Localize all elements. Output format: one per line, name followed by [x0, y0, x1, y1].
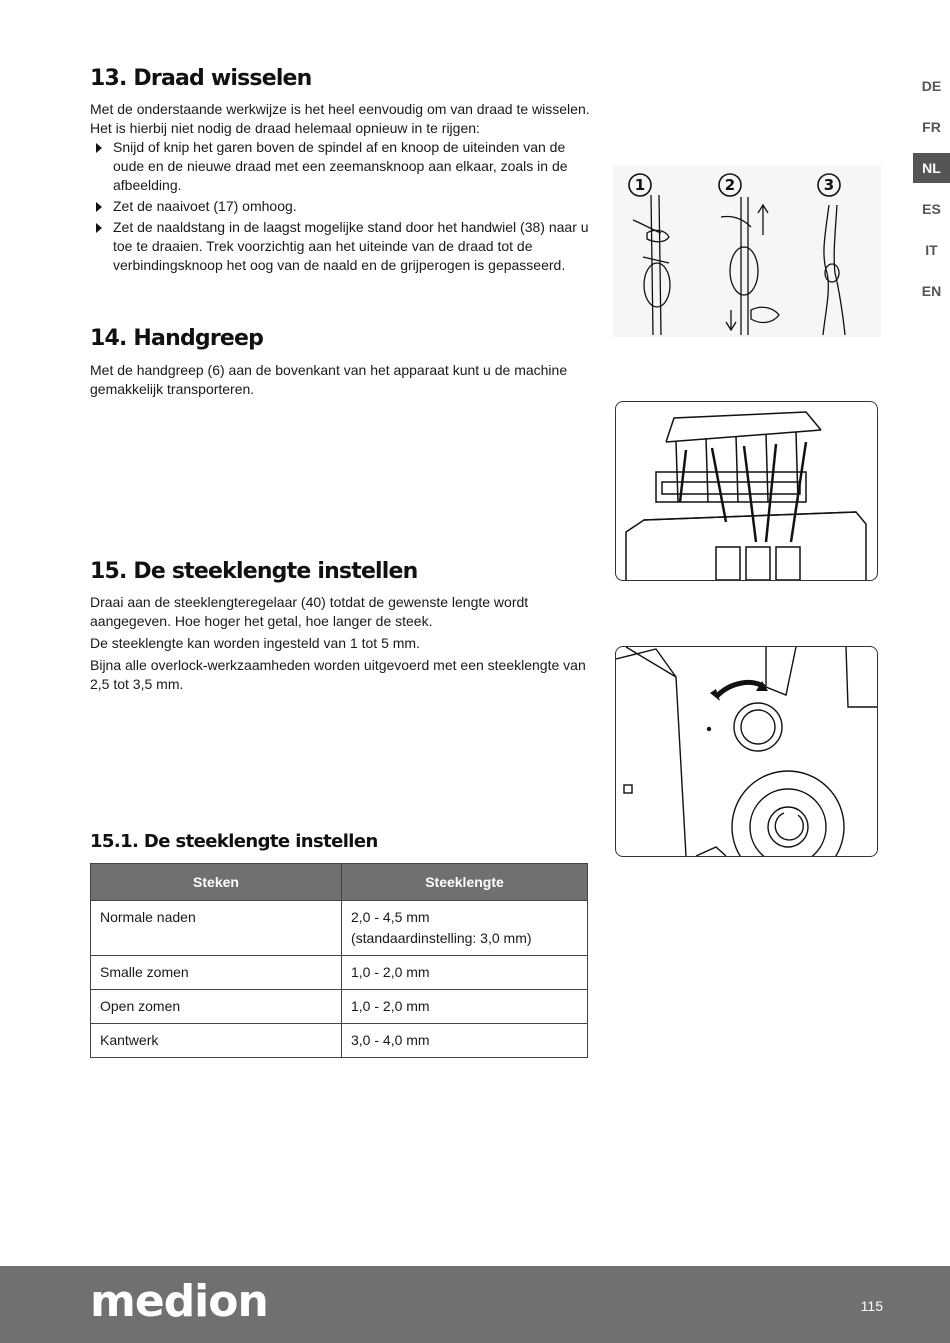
step-2-label: 2	[724, 176, 736, 194]
bullet-arrow-icon	[96, 143, 102, 153]
language-nav	[913, 71, 950, 317]
page-content	[90, 66, 590, 1058]
bullet-arrow-icon	[96, 202, 102, 212]
list-item: Zet de naaivoet (17) omhoog.	[90, 197, 590, 216]
section-15-paragraph: Draai aan de steeklengteregelaar (40) totdat de gewenste lengte wordt aangegeven. Hoe hoger het getal, hoe langer de steek.	[90, 594, 529, 630]
step-1-label: 1	[634, 176, 646, 194]
table-cell-steken: Kantwerk	[91, 1023, 342, 1057]
stitch-length-table	[90, 863, 588, 1058]
table-cell-lengte: 3,0 - 4,0 mm	[342, 1023, 588, 1057]
table-row	[91, 900, 588, 955]
lang-item-es[interactable]: ES	[922, 201, 941, 217]
section-14-text: Met de handgreep (6) aan de bovenkant van het apparaat kunt u de machine gemakkelijk transporteren.	[90, 361, 568, 397]
section-14-title: 14. Handgreep	[90, 326, 264, 352]
stitch-length-knob-illustration	[615, 646, 878, 857]
list-item: Zet de naaldstang in de laagst mogelijke stand door het handwiel (38) naar u toe te draaien. Trek voorzichtig aan het uiteinde van de draad tot de verbindingsknoop het oog van de naald en de grijperogen is gepasseerd.	[90, 218, 590, 275]
table-cell-lengte: 2,0 - 4,5 mm (standaardinstelling: 3,0 mm)	[342, 900, 588, 955]
table-header-steken: Steken	[91, 863, 342, 900]
table-cell-lengte: 1,0 - 2,0 mm	[342, 955, 588, 989]
knot-steps-illustration	[613, 165, 881, 337]
section-13-intro: Met de onderstaande werkwijze is het heel eenvoudig om van draad te wisselen. Het is hierbij niet nodig de draad helemaal opnieuw in te rijgen:	[90, 101, 590, 137]
section-15-paragraph: Bijna alle overlock-werkzaamheden worden uitgevoerd met een steeklengte van 2,5 tot 3,5 mm.	[90, 657, 586, 693]
table-cell-steken: Open zomen	[91, 989, 342, 1023]
step-3-label: 3	[823, 176, 835, 194]
section-15-title: 15. De steeklengte instellen	[90, 558, 418, 584]
handle-drawing	[616, 402, 877, 580]
table-row	[91, 989, 588, 1023]
lang-item-de[interactable]: DE	[921, 78, 942, 94]
lang-item-fr[interactable]: FR	[922, 119, 941, 135]
page-footer	[0, 1266, 950, 1343]
knot-steps-drawing	[613, 165, 881, 337]
lang-item-it[interactable]: IT	[925, 242, 938, 258]
section-15-1-title: 15.1. De steeklengte instellen	[90, 831, 378, 853]
table-cell-steken: Smalle zomen	[91, 955, 342, 989]
lang-item-en[interactable]: EN	[921, 283, 942, 299]
table-header-row	[91, 863, 588, 900]
bullet-arrow-icon	[96, 223, 102, 233]
knob-drawing	[616, 647, 877, 856]
section-15-paragraph: De steeklengte kan worden ingesteld van 1 tot 5 mm.	[90, 635, 420, 652]
section-13-steps	[90, 138, 590, 275]
table-cell-lengte: 1,0 - 2,0 mm	[342, 989, 588, 1023]
medion-logo: medion	[90, 1276, 268, 1327]
handle-illustration	[615, 401, 878, 581]
page-number: 115	[860, 1298, 883, 1314]
table-row	[91, 955, 588, 989]
section-13-title: 13. Draad wisselen	[90, 66, 312, 91]
table-row	[91, 1023, 588, 1057]
lang-item-nl[interactable]: NL	[913, 153, 950, 183]
table-header-steeklengte: Steeklengte	[342, 863, 588, 900]
table-cell-steken: Normale naden	[91, 900, 342, 955]
list-item: Snijd of knip het garen boven de spindel af en knoop de uiteinden van de oude en de nieuwe draad met een zeemansknoop aan elkaar, zoals in de afbeelding.	[90, 138, 590, 195]
